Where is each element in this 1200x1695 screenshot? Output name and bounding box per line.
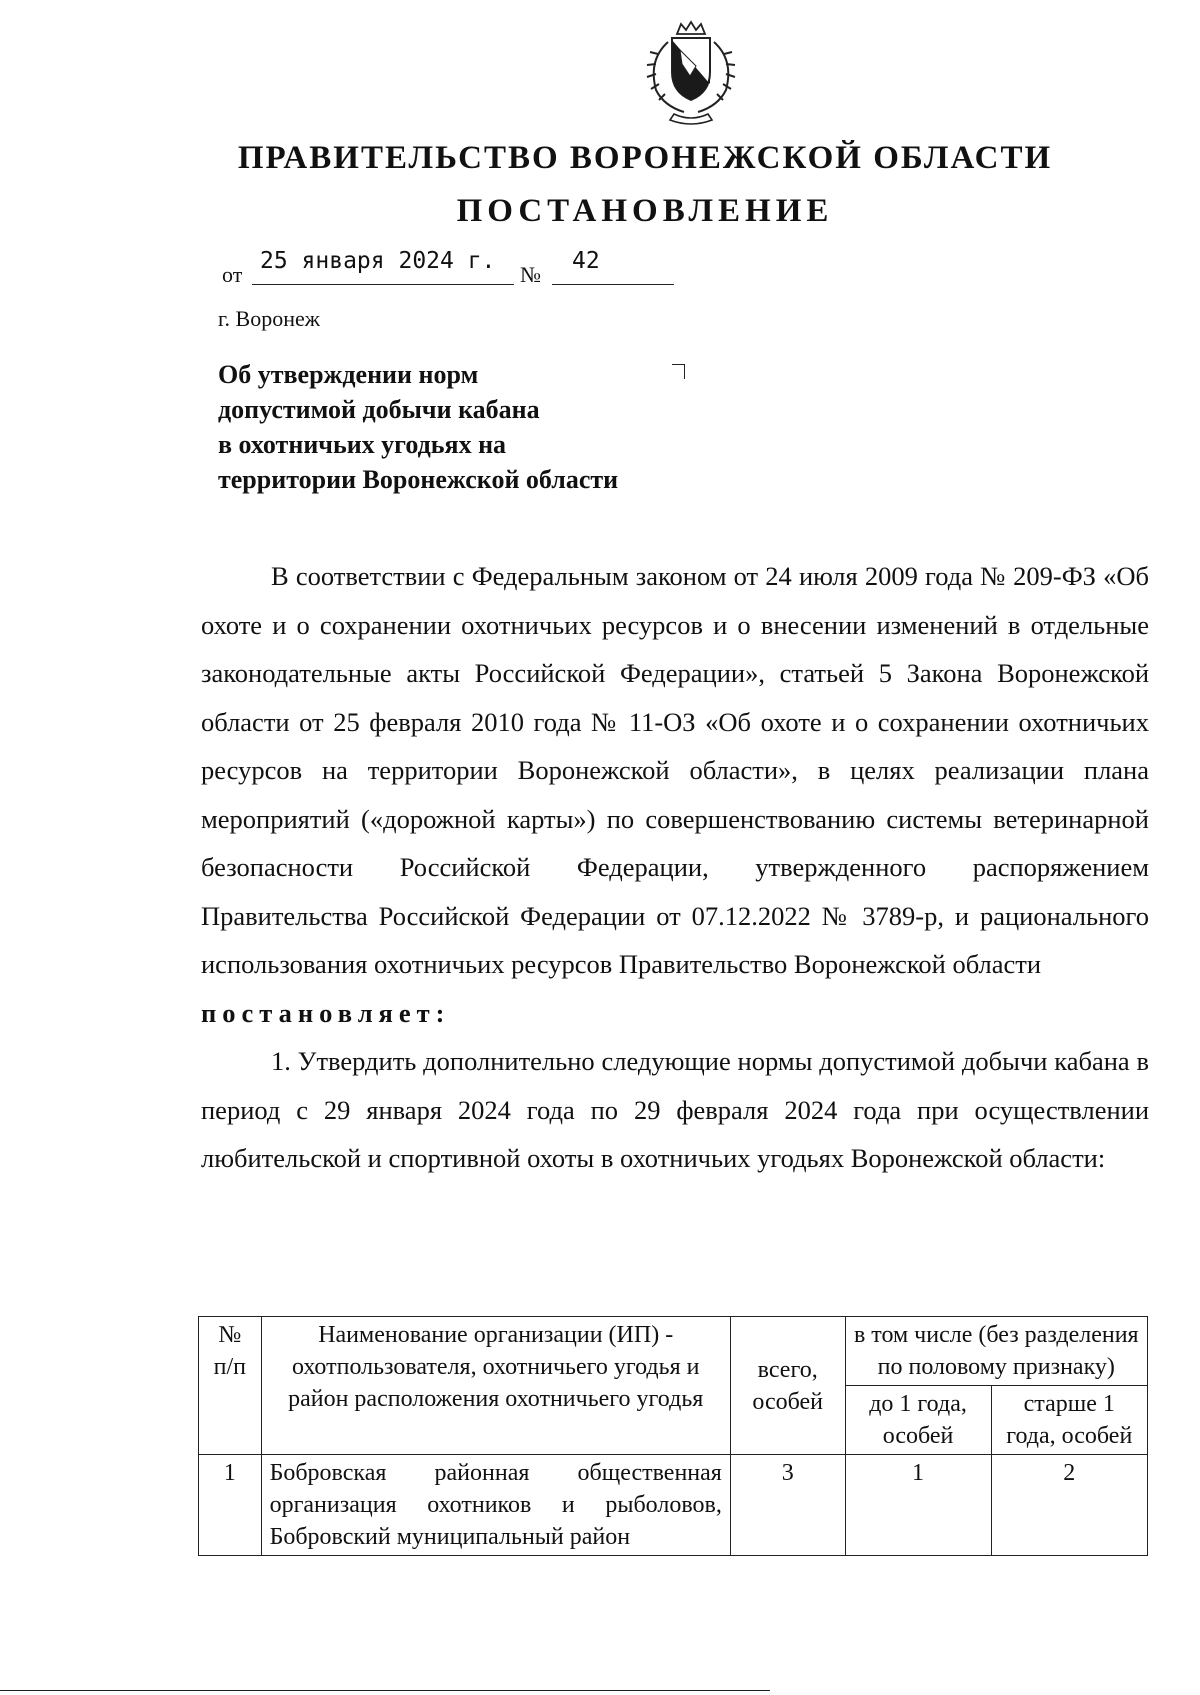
row-num: 1 [199,1455,262,1556]
row-name: Бобровская районная общественная организация охотников и рыболовов, Бобровский муниципальный район [261,1455,730,1556]
subject-line: в охотничьих угодьях на [218,430,507,459]
header-including: в том числе (без разделения по половому признаку) [845,1317,1147,1386]
organization-title: ПРАВИТЕЛЬСТВО ВОРОНЕЖСКОЙ ОБЛАСТИ [237,140,1053,176]
hunting-norms-table [198,1316,1148,1556]
header-total: всего, особей [730,1317,845,1455]
number-label: № [520,262,541,287]
document-subject [218,357,738,497]
city-label: г. Воронеж [218,306,320,331]
decree-word: постановляет: [201,997,451,1028]
document-date: 25 января 2024 г. [260,248,496,274]
header-name: Наименование организации (ИП) - охотпользователя, охотничьего угодья и район расположения охотничьего угодья [261,1317,730,1455]
footer-divider [0,1690,770,1691]
subject-line: Об утверждении норм [218,360,479,389]
number-underline [552,250,674,285]
coat-of-arms-emblem [634,20,748,126]
date-from-label: от [222,262,243,287]
table-row [199,1455,1148,1556]
item-1-paragraph: 1. Утвердить дополнительно следующие нормы допустимой добычи кабана в период с 29 января 2024 года по 29 февраля 2024 года при осуществлении любительской и спортивной охоты в охотничьих угодьях Воронежской области: [201,1046,1149,1173]
preamble-paragraph: В соответствии с Федеральным законом от 24 июля 2009 года № 209-ФЗ «Об охоте и о сохранении охотничьих ресурсов и о внесении изменений в отдельные законодательные акты Российской Федерации», статьей 5 Закона Воронежской области от 25 февраля 2010 года № 11-ОЗ «Об охоте и о сохранении охотничьих ресурсов на территории Воронежской области», в целях реализации плана мероприятий («дорожной карты») по совершенствованию системы ветеринарной безопасности Российской Федерации, утвержденного распоряжением Правительства Российской Федерации от 07.12.2022 № 3789-р, и рационального использования охотничьих ресурсов Правительство Воронежской области [201,561,1149,979]
document-body [201,552,1149,1183]
subject-line: территории Воронежской области [218,465,619,494]
document-type-title: ПОСТАНОВЛЕНИЕ [456,193,834,229]
date-number-line [222,250,742,290]
header-under-1: до 1 года, особей [845,1386,991,1455]
row-over-1: 2 [991,1455,1147,1556]
document-number: 42 [572,248,600,274]
subject-corner-mark [672,364,685,379]
header-over-1: старше 1 года, особей [991,1386,1147,1455]
row-under-1: 1 [845,1455,991,1556]
subject-line: допустимой добычи кабана [218,395,540,424]
header-num: № п/п [199,1317,262,1455]
row-total: 3 [730,1455,845,1556]
